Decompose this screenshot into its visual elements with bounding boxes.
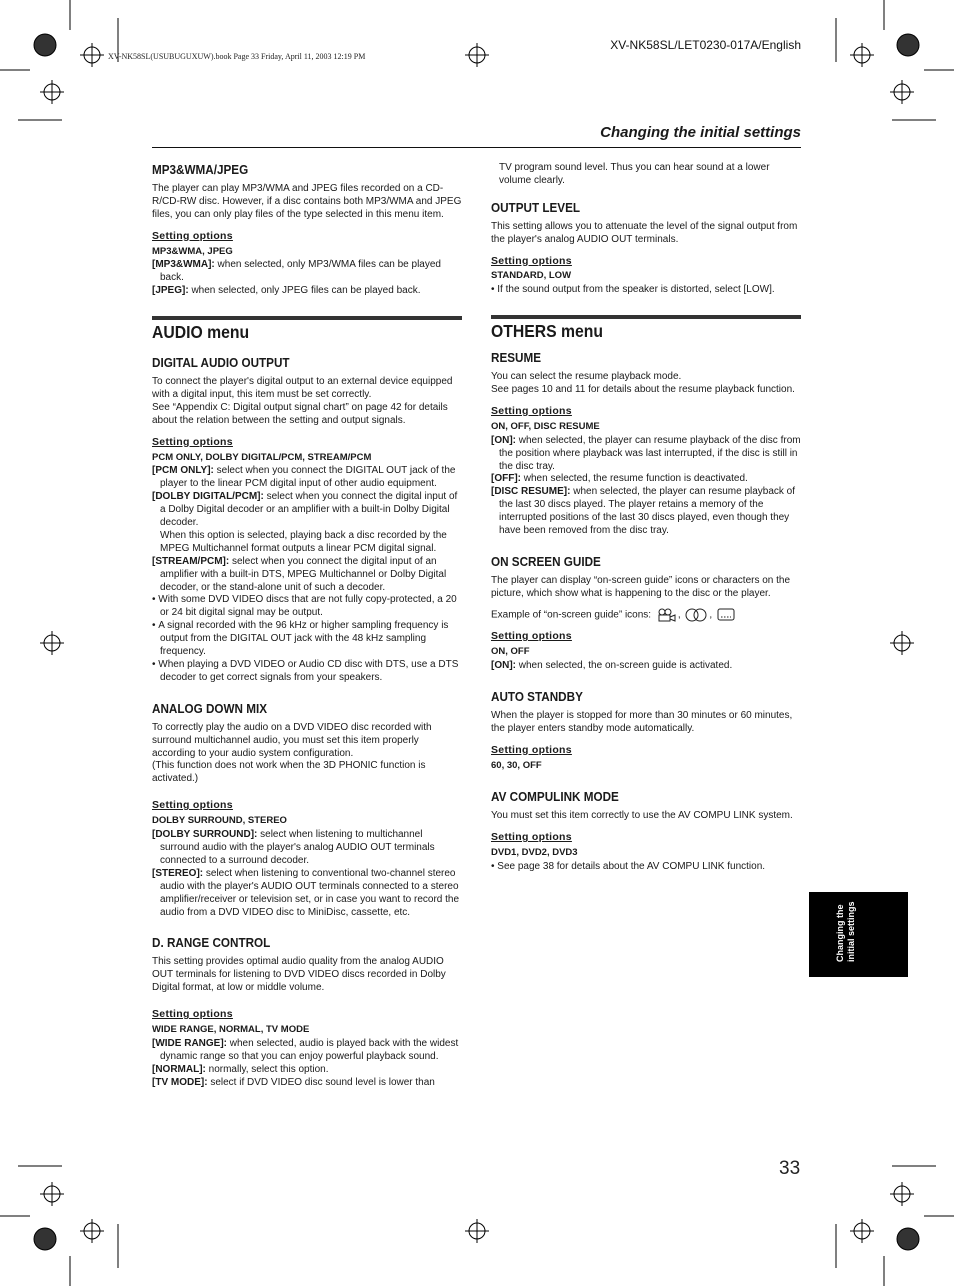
compulink-body: You must set this item correctly to use the AV COMPU LINK system. [491,810,793,822]
wide-range-term: [WIDE RANGE]: [152,1037,227,1049]
section-auto-standby [491,688,801,773]
section-mp3-wma-jpeg [152,164,462,298]
range-body: This setting provides optimal audio quality from the analog AUDIO OUT terminals for listening to DVD VIDEO discs recorded in Dolby Digital format, at low or middle volume. [152,956,446,994]
standby-options: 60, 30, OFF [491,759,542,771]
wide-range-def [152,1038,462,1064]
standby-setting-options-label: Setting options [491,743,572,756]
dolby-digital-pcm-def [152,491,462,530]
resume-off-text: when selected, the resume function is deactivated. [521,473,748,485]
tv-mode-term: [TV MODE]: [152,1076,208,1088]
page-header-title: Changing the initial settings [600,124,801,141]
side-tab-line-2: initial settings [846,901,856,962]
jpeg-def-text: when selected, only JPEG files can be played back. [188,285,421,297]
osg-on-def [491,660,801,673]
osg-heading: ON SCREEN GUIDE [491,553,601,569]
compulink-setting-options-label: Setting options [491,831,572,844]
print-info-book: XV-NK58SL(USUBUGUXUW).book Page 33 Friday, April 11, 2003 12:19 PM [108,52,366,61]
digital-options: PCM ONLY, DOLBY DIGITAL/PCM, STREAM/PCM [152,451,372,463]
mp3-setting-options-label: Setting options [152,229,233,242]
digital-body-1: To connect the player's digital output to an external device equipped with a digital input, this item must be set correctly. [152,375,453,400]
right-column [491,162,801,874]
range-heading: D. RANGE CONTROL [152,935,271,951]
audio-menu-header [152,316,462,343]
dolby-digital-pcm-term: [DOLBY DIGITAL/PCM]: [152,491,264,503]
disc-resume-def [491,486,801,538]
digital-body-2: See “Appendix C: Digital output signal chart” on page 42 for details about the relation between the setting and output signals. [152,401,448,426]
resume-off-term: [OFF]: [491,473,521,485]
osg-setting-options-label: Setting options [491,630,572,643]
normal-text: normally, select this option. [205,1063,329,1075]
stereo-term: [STEREO]: [152,867,204,879]
range-options: WIDE RANGE, NORMAL, TV MODE [152,1023,310,1035]
others-menu-bar [491,315,801,319]
range-setting-options-label: Setting options [152,1008,233,1021]
resume-on-term: [ON]: [491,434,516,446]
stream-pcm-def [152,556,462,595]
dolby-surround-def [152,829,462,868]
stream-pcm-text: select when you connect the digital input of an amplifier with a built-in DTS, MPEG Multichannel or Dolby Digital decoder, or the stand-alone unit of such a decoder. [160,555,447,593]
digital-setting-options-label: Setting options [152,435,233,448]
disc-resume-text: when selected, the player can resume playback of the last 30 discs played. The player retains a memory of the interrupted positions of the last 30 discs played, even though they have been removed from the disc tray. [499,486,796,537]
resume-body-2: See pages 10 and 11 for details about the resume playback function. [491,383,795,395]
resume-off-def [491,473,801,486]
dolby-digital-pcm-text: select when you connect the digital input of a Dolby Digital decoder or an amplifier with a built-in Dolby Digital decoder. [160,491,458,529]
compulink-heading: AV COMPULINK MODE [491,789,619,805]
digital-bullet-1-text: With some DVD VIDEO discs that are not fully copy-protected, a 20 or 24 bit digital signal may be output. [158,594,457,619]
downmix-setting-options-label: Setting options [152,799,233,812]
pcm-only-text: select when you connect the DIGITAL OUT jack of the player to the linear PCM digital input of other audio equipment. [160,465,456,490]
dolby-digital-pcm-extra: When this option is selected, playing back a disc recorded by the MPEG Multichannel format outputs a linear PCM digital signal. [160,529,447,554]
stream-pcm-term: [STREAM/PCM]: [152,555,230,567]
jpeg-def [152,285,462,298]
output-heading: OUTPUT LEVEL [491,199,581,215]
resume-on-text: when selected, the player can resume playback of the disc from the position where playback was last interrupted, if the disc is still in the disc tray. [499,434,801,472]
stereo-def [152,868,462,920]
digital-bullet-2: • A signal recorded with the 96 kHz or higher sampling frequency is output from the DIGITAL OUT jack with the 48 kHz sampling frequency. [152,620,449,658]
audio-icon [685,608,707,622]
section-digital-audio-output [152,357,462,685]
tv-mode-def [152,1077,462,1090]
output-bullet: • If the sound output from the speaker is distorted, select [LOW]. [491,284,775,296]
compulink-bullet: • See page 38 for details about the AV COMPU LINK function. [491,861,766,873]
pcm-only-def [152,465,462,491]
page-number: 33 [779,1158,801,1179]
digital-heading: DIGITAL AUDIO OUTPUT [152,355,290,371]
resume-body-1: You can select the resume playback mode. [491,371,682,383]
downmix-options: DOLBY SURROUND, STEREO [152,815,287,827]
tv-mode-text: select if DVD VIDEO disc sound level is lower than [207,1076,435,1088]
downmix-body-2: (This function does not work when the 3D PHONIC function is activated.) [152,760,426,785]
digital-bullet-3: • When playing a DVD VIDEO or Audio CD disc with DTS, use a DTS decoder to get correct signals from your speakers. [152,659,459,683]
print-info-model: XV-NK58SL/LET0230-017A/English [610,38,801,52]
subtitle-icon [717,608,735,622]
output-setting-options-label: Setting options [491,254,572,267]
dolby-surround-term: [DOLBY SURROUND]: [152,829,258,841]
osg-example-text: Example of “on-screen guide” icons: [491,609,652,621]
downmix-heading: ANALOG DOWN MIX [152,700,268,716]
mp3-heading: MP3&WMA/JPEG [152,162,249,177]
resume-heading: RESUME [491,350,542,366]
normal-term: [NORMAL]: [152,1063,206,1075]
mp3-body: The player can play MP3/WMA and JPEG files recorded on a CD-R/CD-RW disc. However, if a disc contains both MP3/WMA and JPEG files, you can only play files of the type selected in this menu item. [152,182,462,220]
mp3-def-term: [MP3&WMA]: [152,259,215,271]
downmix-body-1: To correctly play the audio on a DVD VIDEO disc recorded with surround multichannel audio, you must set this item properly according to your audio system configuration. [152,721,432,759]
output-options: STANDARD, LOW [491,270,572,282]
digital-bullet-1: • With some DVD VIDEO discs that are not fully copy-protected, a 20 or 24 bit digital signal may be output. [152,594,457,619]
header-rule [152,147,801,148]
compulink-bullet-text: See page 38 for details about the AV COMPU LINK function. [497,861,766,873]
standby-body: When the player is stopped for more than 30 minutes or 60 minutes, the player enters standby mode automatically. [491,709,793,734]
section-av-compulink-mode [491,791,801,874]
section-resume [491,352,801,538]
others-menu-header [491,315,801,342]
digital-bullet-3-text: When playing a DVD VIDEO or Audio CD disc with DTS, use a DTS decoder to get correct signals from your speakers. [158,659,459,683]
wide-range-text: when selected, audio is played back with the widest dynamic range so that you can enjoy powerful playback sound. [160,1037,459,1062]
mp3-def-text: when selected, only MP3/WMA files can be played back. [160,259,441,284]
audio-menu-title: AUDIO menu [152,322,250,343]
camera-angle-icon [656,608,676,622]
osg-body: The player can display “on-screen guide” icons or characters on the picture, which show what is happening to the disc or the player. [491,574,791,599]
resume-on-def [491,435,801,474]
compulink-options: DVD1, DVD2, DVD3 [491,847,578,859]
disc-resume-term: [DISC RESUME]: [491,486,571,498]
output-body: This setting allows you to attenuate the level of the signal output from the player's analog AUDIO OUT terminals. [491,220,798,245]
osg-on-text: when selected, the on-screen guide is activated. [516,660,733,672]
osg-options: ON, OFF [491,646,530,658]
others-menu-title: OTHERS menu [491,321,604,342]
side-tab [809,892,908,977]
stereo-text: select when listening to conventional two-channel stereo audio with the player's AUDIO OUT terminals connected to a stereo amplifier/receiver or television set, or in case you want to record the audio from a DVD VIDEO disc to MiniDisc, cassette, etc. [160,867,460,918]
side-tab-text [835,901,857,962]
dolby-surround-text: select when listening to multichannel surround audio with the player's analog AUDIO OUT terminals connected to a surround decoder. [160,829,435,866]
left-column [152,164,462,1089]
side-tab-line-1: Changing the [835,904,845,962]
section-on-screen-guide [491,553,801,673]
digital-bullet-2-text: A signal recorded with the 96 kHz or higher sampling frequency is output from the DIGITAL OUT jack with the 48 kHz sampling frequency. [158,620,449,658]
resume-options: ON, OFF, DISC RESUME [491,420,600,432]
mp3-options: MP3&WMA, JPEG [152,245,233,257]
osg-on-term: [ON]: [491,660,516,672]
section-analog-down-mix [152,700,462,920]
normal-def [152,1064,462,1077]
pcm-only-term: [PCM ONLY]: [152,465,214,477]
section-d-range-control [152,937,462,1089]
resume-setting-options-label: Setting options [491,404,572,417]
mp3-def [152,259,462,285]
standby-heading: AUTO STANDBY [491,688,583,704]
jpeg-def-term: [JPEG]: [152,285,189,297]
output-bullet-text: If the sound output from the speaker is distorted, select [LOW]. [497,284,775,296]
section-output-level [491,199,801,297]
osg-example: Example of “on-screen guide” icons: , , [491,608,801,623]
tv-mode-continuation: TV program sound level. Thus you can hear sound at a lower volume clearly. [499,162,770,186]
audio-menu-bar [152,316,462,320]
